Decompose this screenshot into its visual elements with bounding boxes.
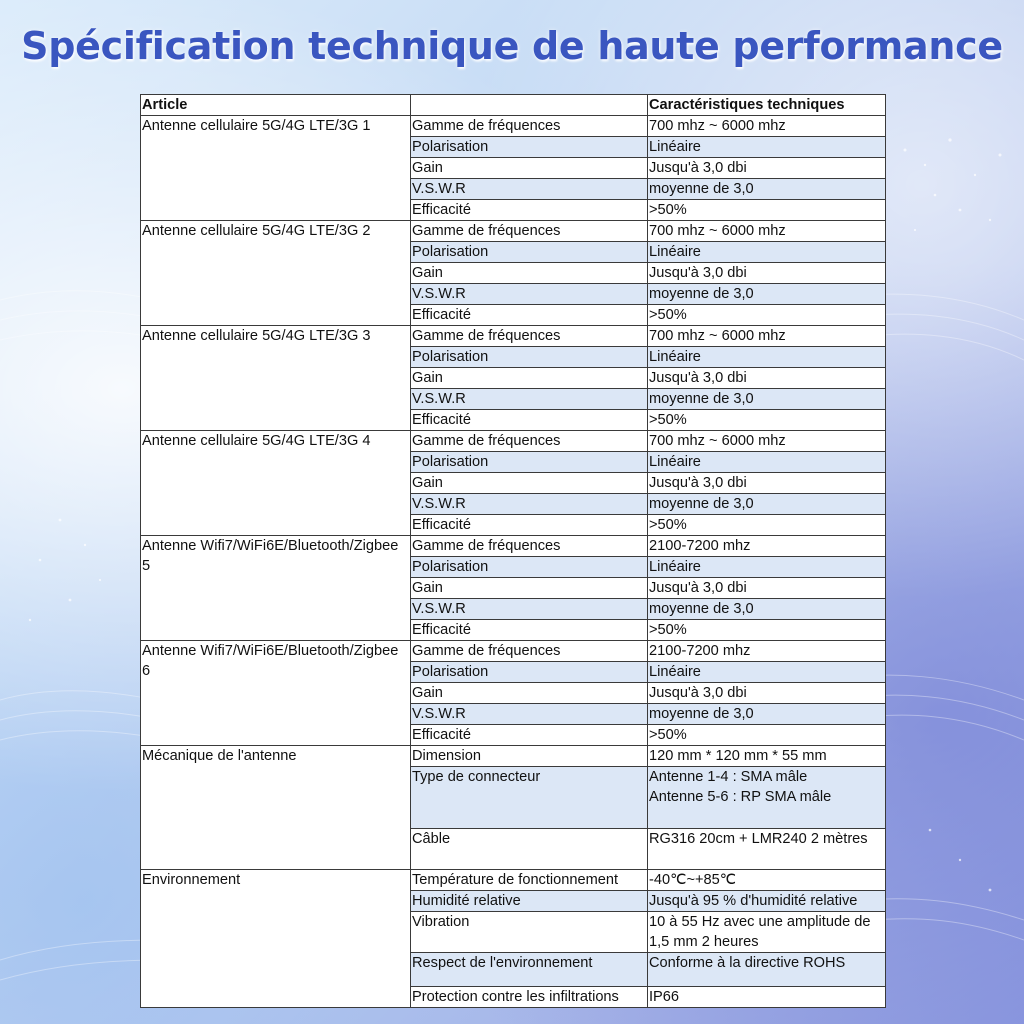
parameter-name: Dimension — [411, 746, 648, 767]
header-parameter — [411, 95, 648, 116]
parameter-value: >50% — [648, 620, 886, 641]
parameter-name: Humidité relative — [411, 891, 648, 912]
table-row — [141, 431, 886, 452]
parameter-name: Gain — [411, 473, 648, 494]
article-name: Mécanique de l'antenne — [141, 746, 411, 870]
parameter-value: Linéaire — [648, 452, 886, 473]
parameter-value: moyenne de 3,0 — [648, 494, 886, 515]
parameter-name: Polarisation — [411, 137, 648, 158]
parameter-name: Gain — [411, 578, 648, 599]
parameter-name: Polarisation — [411, 347, 648, 368]
parameter-name: Gamme de fréquences — [411, 536, 648, 557]
table-row — [141, 641, 886, 662]
parameter-name: Efficacité — [411, 200, 648, 221]
parameter-value: moyenne de 3,0 — [648, 704, 886, 725]
parameter-value: 700 mhz ~ 6000 mhz — [648, 221, 886, 242]
parameter-value: -40℃~+85℃ — [648, 870, 886, 891]
parameter-name: Gamme de fréquences — [411, 431, 648, 452]
parameter-name: Gain — [411, 263, 648, 284]
parameter-name: Gain — [411, 158, 648, 179]
parameter-value: Jusqu'à 3,0 dbi — [648, 473, 886, 494]
parameter-value: Conforme à la directive ROHS — [648, 953, 886, 987]
article-name: Antenne cellulaire 5G/4G LTE/3G 1 — [141, 116, 411, 221]
parameter-name: Câble — [411, 829, 648, 870]
parameter-name: Efficacité — [411, 305, 648, 326]
parameter-value: Jusqu'à 3,0 dbi — [648, 683, 886, 704]
parameter-value: Linéaire — [648, 347, 886, 368]
article-name: Antenne Wifi7/WiFi6E/Bluetooth/Zigbee 5 — [141, 536, 411, 641]
parameter-value: moyenne de 3,0 — [648, 389, 886, 410]
parameter-name: Gamme de fréquences — [411, 116, 648, 137]
parameter-value: 10 à 55 Hz avec une amplitude de 1,5 mm 2 heures — [648, 912, 886, 953]
parameter-value: Antenne 1-4 : SMA mâle Antenne 5-6 : RP SMA mâle — [648, 767, 886, 829]
parameter-value: moyenne de 3,0 — [648, 599, 886, 620]
parameter-name: V.S.W.R — [411, 494, 648, 515]
parameter-name: Efficacité — [411, 620, 648, 641]
article-name: Antenne cellulaire 5G/4G LTE/3G 3 — [141, 326, 411, 431]
parameter-value: IP66 — [648, 987, 886, 1008]
parameter-value: >50% — [648, 515, 886, 536]
parameter-name: Gamme de fréquences — [411, 221, 648, 242]
parameter-value: >50% — [648, 725, 886, 746]
parameter-name: V.S.W.R — [411, 704, 648, 725]
table-header-row — [141, 95, 886, 116]
parameter-value: Jusqu'à 95 % d'humidité relative — [648, 891, 886, 912]
parameter-name: Gamme de fréquences — [411, 326, 648, 347]
table-row — [141, 870, 886, 891]
parameter-value: RG316 20cm + LMR240 2 mètres — [648, 829, 886, 870]
parameter-name: V.S.W.R — [411, 599, 648, 620]
parameter-value: Linéaire — [648, 557, 886, 578]
parameter-name: Polarisation — [411, 557, 648, 578]
parameter-value: 700 mhz ~ 6000 mhz — [648, 326, 886, 347]
parameter-name: V.S.W.R — [411, 284, 648, 305]
parameter-name: V.S.W.R — [411, 389, 648, 410]
parameter-value: Linéaire — [648, 242, 886, 263]
parameter-value: Jusqu'à 3,0 dbi — [648, 578, 886, 599]
header-specs: Caractéristiques techniques — [648, 95, 886, 116]
parameter-name: Gain — [411, 683, 648, 704]
parameter-value: moyenne de 3,0 — [648, 284, 886, 305]
parameter-name: Température de fonctionnement — [411, 870, 648, 891]
parameter-name: Efficacité — [411, 515, 648, 536]
parameter-name: Efficacité — [411, 410, 648, 431]
parameter-name: Efficacité — [411, 725, 648, 746]
article-name: Antenne cellulaire 5G/4G LTE/3G 2 — [141, 221, 411, 326]
parameter-name: Polarisation — [411, 452, 648, 473]
parameter-value: >50% — [648, 305, 886, 326]
table-row — [141, 116, 886, 137]
table-row — [141, 536, 886, 557]
parameter-value: moyenne de 3,0 — [648, 179, 886, 200]
parameter-value: 120 mm * 120 mm * 55 mm — [648, 746, 886, 767]
table-row — [141, 221, 886, 242]
parameter-name: Type de connecteur — [411, 767, 648, 829]
parameter-value: 700 mhz ~ 6000 mhz — [648, 116, 886, 137]
parameter-value: Jusqu'à 3,0 dbi — [648, 368, 886, 389]
article-name: Antenne Wifi7/WiFi6E/Bluetooth/Zigbee 6 — [141, 641, 411, 746]
parameter-name: Polarisation — [411, 242, 648, 263]
article-name: Antenne cellulaire 5G/4G LTE/3G 4 — [141, 431, 411, 536]
table-row — [141, 326, 886, 347]
parameter-name: Gamme de fréquences — [411, 641, 648, 662]
article-name: Environnement — [141, 870, 411, 1008]
parameter-name: V.S.W.R — [411, 179, 648, 200]
spec-table — [140, 94, 886, 1008]
parameter-name: Vibration — [411, 912, 648, 953]
parameter-value: Jusqu'à 3,0 dbi — [648, 158, 886, 179]
parameter-value: 2100-7200 mhz — [648, 536, 886, 557]
parameter-value: 700 mhz ~ 6000 mhz — [648, 431, 886, 452]
parameter-value: Linéaire — [648, 137, 886, 158]
parameter-name: Protection contre les infiltrations — [411, 987, 648, 1008]
parameter-value: >50% — [648, 200, 886, 221]
parameter-name: Respect de l'environnement — [411, 953, 648, 987]
parameter-name: Polarisation — [411, 662, 648, 683]
parameter-name: Gain — [411, 368, 648, 389]
page-title: Spécification technique de haute performance — [21, 24, 1003, 68]
table-row — [141, 746, 886, 767]
parameter-value: Linéaire — [648, 662, 886, 683]
parameter-value: >50% — [648, 410, 886, 431]
parameter-value: Jusqu'à 3,0 dbi — [648, 263, 886, 284]
header-article: Article — [141, 95, 411, 116]
parameter-value: 2100-7200 mhz — [648, 641, 886, 662]
